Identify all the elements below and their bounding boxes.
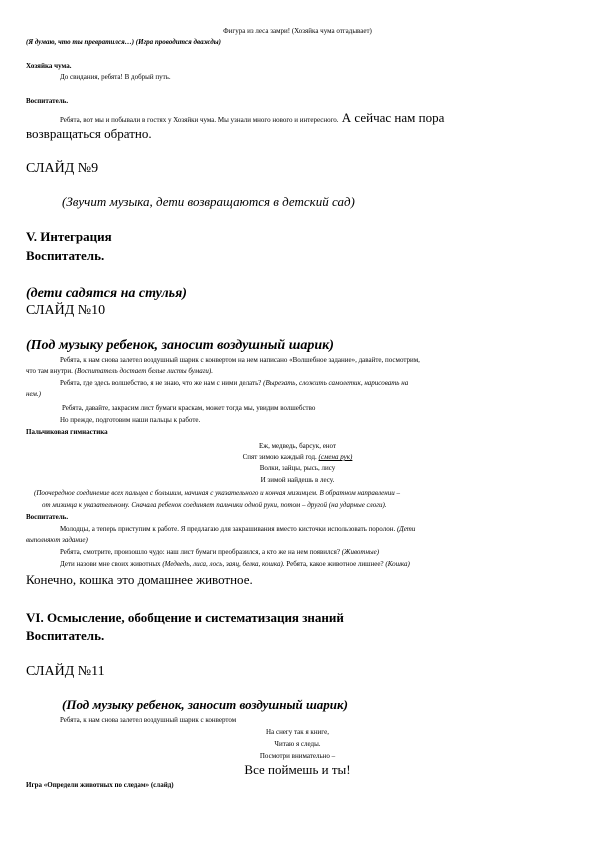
text-line [60, 379, 408, 387]
poem-line: На снегу так я книге, [266, 728, 329, 736]
poem-line: И зимой найдешь в лесу. [260, 476, 335, 484]
text-line: нем.) [26, 390, 41, 398]
subsection-label: Пальчиковая гимнастика [26, 428, 108, 436]
text-line: Ребята, давайте, закрасим лист бумаги краскам, может тогда мы, увидим волшебство [62, 404, 316, 412]
text-line: Ребята, к нам снова залетел воздушный шарик с конвертом [60, 716, 237, 724]
text-span: Молодцы, а теперь приступим к работе. Я предлагаю для закрашивания вместо кисточки использовать поролон. [60, 525, 397, 533]
stage-direction: (Звучит музыка, дети возвращаются в детский сад) [62, 194, 355, 209]
text-span: (Дети [396, 525, 416, 533]
section-heading: VI. Осмысление, обобщение и систематизация знаний [26, 610, 344, 625]
poem-line: Волки, зайцы, рысь, лису [259, 464, 336, 472]
text-line: возвращаться обратно. [26, 126, 152, 141]
stage-direction: (Поочередное соединение всех пальцев с большим, начиная с указательного и кончая мизинцем. В обратном направлении – [34, 489, 400, 497]
text-span: (смена рук) [318, 453, 353, 461]
section-heading: V. Интеграция [26, 229, 112, 244]
text-line: Но прежде, подготовим наши пальцы к работе. [60, 416, 201, 424]
text-line [26, 367, 213, 375]
text-span: Ребята, какое животное лишнее? [284, 560, 386, 568]
stage-direction: (Под музыку ребенок, заносит воздушный шарик) [62, 697, 348, 712]
speaker-label: Воспитатель. [26, 97, 69, 105]
text-span: (Кошка) [385, 560, 410, 568]
speaker-label: Воспитатель. [26, 248, 105, 263]
speaker-label: Воспитатель. [26, 628, 105, 643]
text-span: А сейчас нам пора [338, 110, 445, 125]
speaker-label: Воспитатель. [26, 513, 69, 521]
text-span: Ребята, смотрите, произошло чудо: наш лист бумаги преобразился, а кто же на нем появился? [60, 548, 342, 556]
text-line [60, 560, 410, 568]
text-span: (Медведь, лиса, лось, заяц, белка, кошка). [162, 560, 285, 568]
text-line: выполняют задание) [26, 536, 88, 544]
slide-heading: СЛАЙД №9 [26, 161, 99, 176]
text-line: Фигура из леса замри! (Хозяйка чума отгадывает) [223, 27, 372, 35]
poem-line: Посмотри внимательно – [259, 752, 336, 760]
stage-direction: (Под музыку ребенок, заносит воздушный шарик) [26, 338, 334, 353]
text-span: Ребята, вот мы и побывали в гостях у Хозяйки чума. Мы узнали много нового и интересного. [60, 116, 339, 124]
text-span: Спят зимою каждый год. [242, 453, 319, 461]
text-line: Ребята, к нам снова залетел воздушный шарик с конвертом на нем написано «Волшебное задание», давайте, посмотрим, [60, 356, 420, 364]
poem-line: Еж, медведь, барсук, енот [258, 442, 337, 450]
slide-heading: СЛАЙД №11 [26, 664, 105, 679]
text-span: (Животные) [341, 548, 380, 556]
poem-line: Читаю я следы. [274, 740, 321, 748]
text-line: (Я думаю, что ты превратился…) (Игра проводится дважды) [26, 38, 221, 46]
text-line: До свидания, ребята! В добрый путь. [60, 73, 171, 81]
text-span: что там внутри. [26, 367, 75, 375]
text-span: Дети назови мне своих животных [60, 560, 163, 568]
stage-direction: (дети садятся на стулья) [26, 286, 187, 301]
text-line: Конечно, кошка это домашнее животное. [26, 572, 253, 587]
slide-heading: СЛАЙД №10 [26, 303, 106, 318]
speaker-label: Хозяйка чума. [26, 62, 72, 70]
poem-line: Все поймешь и ты! [244, 762, 351, 777]
text-span: (Воспитатель достает белые листы бумаги). [74, 367, 214, 375]
poem-line [0, 453, 595, 461]
text-line [60, 109, 444, 127]
text-span: (Вырезать, сложить самолетик, нарисовать на [263, 379, 409, 387]
game-title: Игра «Определи животных по следам» (слайд) [26, 781, 174, 789]
text-span: Ребята, где здесь волшебство, я не знаю, что же нам с ними делать? [60, 379, 264, 387]
text-line [60, 548, 379, 556]
text-line [60, 525, 415, 533]
stage-direction: от мизинца к указательному. Сначала ребенок соединяет пальчики одной руки, потом – другой (на ударные слоги). [42, 501, 387, 509]
